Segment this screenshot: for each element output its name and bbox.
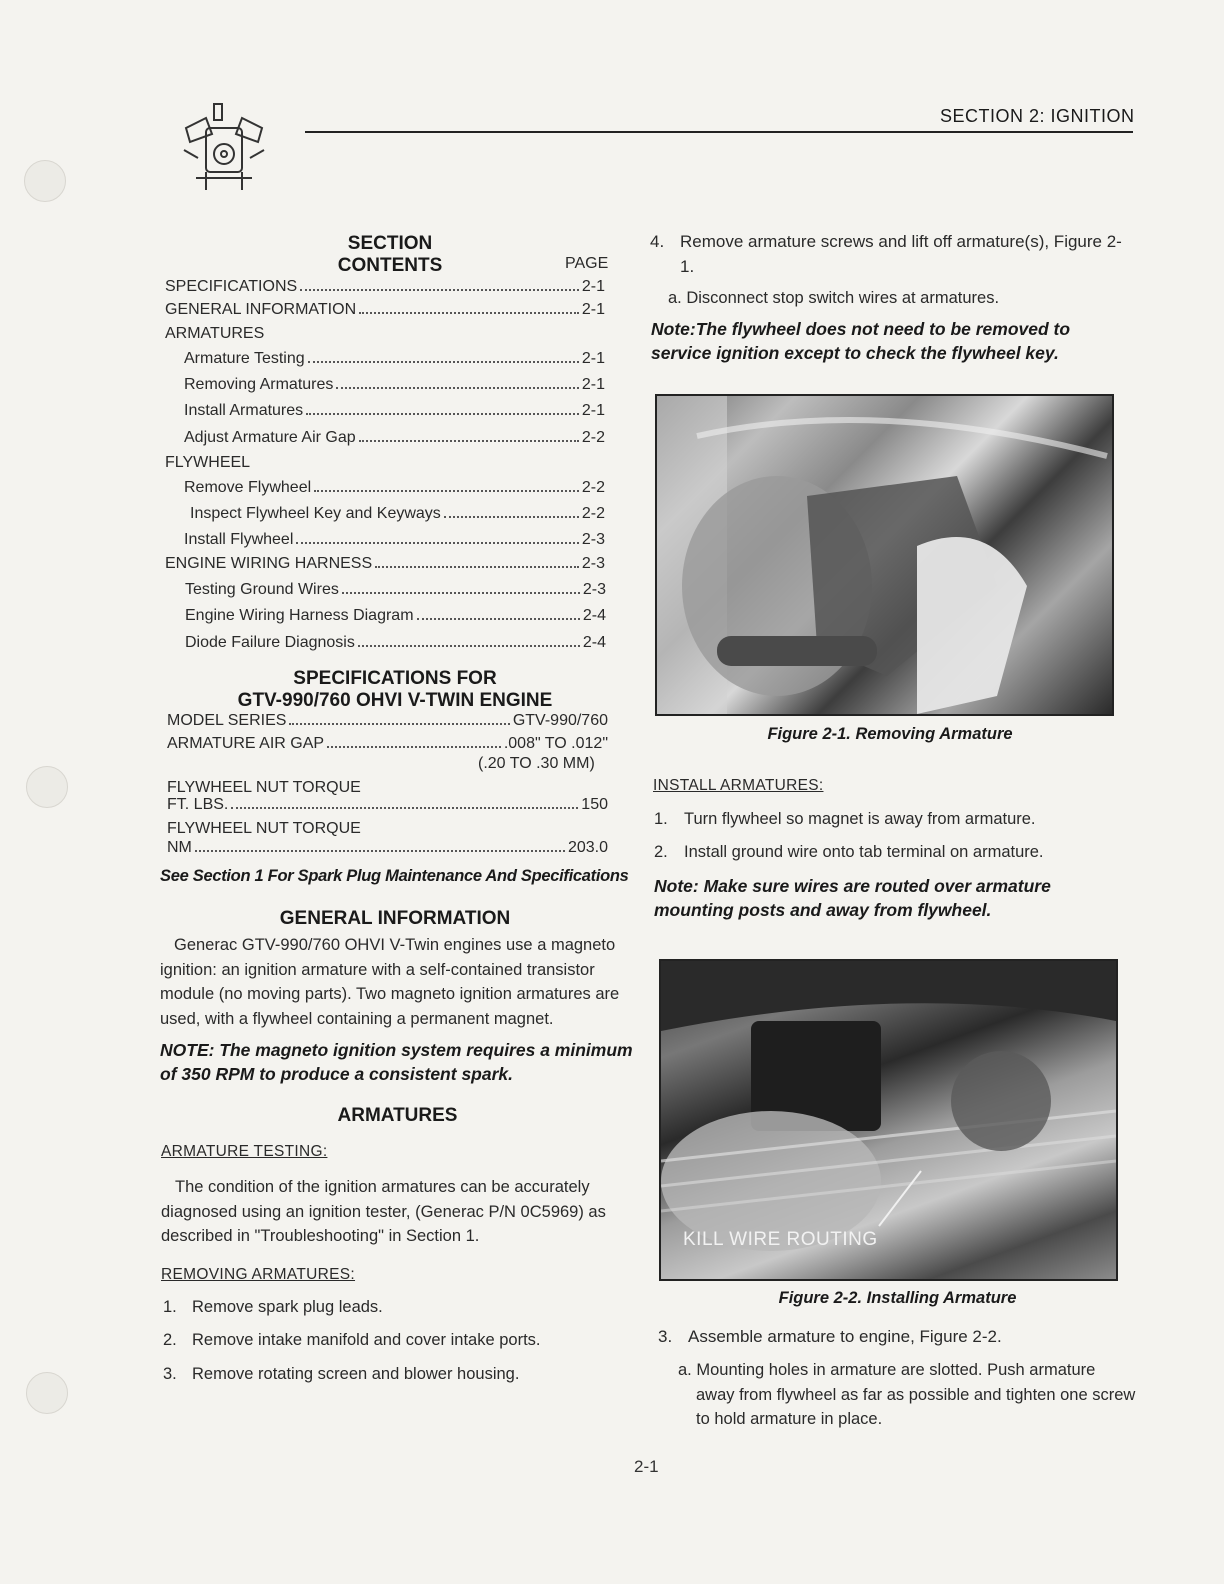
spec-nut-torque-label-2: FLYWHEEL NUT TORQUE	[167, 820, 361, 837]
toc-item[interactable]: Install Flywheel 2-3	[184, 531, 605, 548]
toc-item[interactable]: Armature Testing 2-1	[184, 350, 605, 367]
armature-testing-paragraph: The condition of the ignition armatures can be accurately diagnosed using an ignition tester, (Generac P/N 0C5969) as described in "Troubleshooting" in Section 1.	[161, 1178, 606, 1245]
general-info-title: GENERAL INFORMATION	[279, 908, 511, 929]
toc-group-heading: FLYWHEEL	[165, 454, 251, 471]
toc-item[interactable]: Removing Armatures 2-1	[184, 376, 605, 393]
removing-step-text: Remove rotating screen and blower housing.	[192, 1365, 520, 1383]
step4-number: 4.	[650, 232, 665, 251]
header-rule	[305, 131, 1133, 133]
spec-nut-torque-label: FLYWHEEL NUT TORQUE	[167, 779, 361, 796]
removing-step-number: 3.	[163, 1365, 177, 1383]
figure-2-1-photo	[655, 394, 1114, 716]
flywheel-note: Note:The flywheel does not need to be removed to service ignition except to check the flywheel key.	[651, 319, 1071, 363]
magneto-note: NOTE: The magneto ignition system requires a minimum of 350 RPM to produce a consistent spark.	[160, 1040, 633, 1084]
wire-routing-note: Note: Make sure wires are routed over armature mounting posts and away from flywheel.	[654, 876, 1051, 920]
kill-wire-routing-label: KILL WIRE ROUTING	[683, 1229, 878, 1250]
removing-step-number: 2.	[163, 1331, 177, 1349]
toc-group-heading: ARMATURES	[165, 325, 265, 342]
specs-title-line2: GTV-990/760 OHVI V-TWIN ENGINE	[237, 690, 553, 711]
step3-number: 3.	[658, 1327, 673, 1346]
removing-armatures-heading: REMOVING ARMATURES:	[161, 1266, 356, 1283]
install-step-number: 1.	[654, 810, 668, 828]
step3-text: Assemble armature to engine, Figure 2-2.	[688, 1327, 1002, 1346]
toc-item[interactable]: Engine Wiring Harness Diagram 2-4	[185, 607, 606, 624]
toc-item[interactable]: Adjust Armature Air Gap 2-2	[184, 429, 605, 446]
toc-item[interactable]: GENERAL INFORMATION 2-1	[165, 301, 605, 318]
section-title: SECTION 2: IGNITION	[940, 106, 1135, 126]
install-step-text: Install ground wire onto tab terminal on armature.	[684, 843, 1044, 861]
toc-item[interactable]: ENGINE WIRING HARNESS 2-3	[165, 555, 605, 572]
binder-hole-middle	[26, 766, 68, 808]
page-number: 2-1	[634, 1457, 659, 1476]
armature-testing-heading: ARMATURE TESTING:	[161, 1143, 328, 1160]
toc-item[interactable]: SPECIFICATIONS 2-1	[165, 278, 605, 295]
figure-2-1-caption: Figure 2-1. Removing Armature	[767, 725, 1013, 743]
spec-model-series: MODEL SERIES GTV-990/760	[167, 712, 608, 729]
binder-hole-bottom	[26, 1372, 68, 1414]
removing-step-number: 1.	[163, 1298, 177, 1316]
step4a-text: a. Disconnect stop switch wires at armatures.	[668, 289, 1000, 307]
toc-item[interactable]: Inspect Flywheel Key and Keyways 2-2	[190, 505, 605, 522]
removing-step-text: Remove spark plug leads.	[192, 1298, 383, 1316]
toc-item[interactable]: Testing Ground Wires 2-3	[185, 581, 606, 598]
engine-illustration-icon	[176, 98, 272, 198]
install-step-text: Turn flywheel so magnet is away from armature.	[684, 810, 1036, 828]
removing-armature-photo-icon	[657, 396, 1112, 714]
toc-page-header: PAGE	[565, 255, 609, 272]
spec-air-gap: ARMATURE AIR GAP .008" TO .012"	[167, 735, 608, 752]
spec-air-gap-metric: (.20 TO .30 MM)	[478, 755, 595, 772]
step3a-text: a. Mounting holes in armature are slotted. Push armature away from flywheel as far as possible and tighten one screw to hold armature in place.	[678, 1361, 1136, 1428]
step4-text: Remove armature screws and lift off armature(s), Figure 2-1.	[680, 232, 1122, 276]
general-info-paragraph: Generac GTV-990/760 OHVI V-Twin engines use a magneto ignition: an ignition armature with a self-contained transistor module (no moving parts). Two magneto ignition armatures are used, with a flywheel containing a permanent magnet.	[160, 936, 620, 1028]
install-armatures-heading: INSTALL ARMATURES:	[653, 777, 824, 794]
specs-title-line1: SPECIFICATIONS FOR	[293, 668, 497, 689]
spec-nm: NM 203.0	[167, 839, 608, 856]
toc-item[interactable]: Install Armatures 2-1	[184, 402, 605, 419]
toc-title: SECTION CONTENTS	[337, 233, 443, 276]
figure-2-2-caption: Figure 2-2. Installing Armature	[778, 1289, 1017, 1307]
spec-ftlbs: FT. LBS. 150	[167, 796, 608, 813]
removing-step-text: Remove intake manifold and cover intake ports.	[192, 1331, 541, 1349]
toc-item[interactable]: Diode Failure Diagnosis 2-4	[185, 634, 606, 651]
armatures-title: ARMATURES	[337, 1105, 458, 1126]
toc-item[interactable]: Remove Flywheel 2-2	[184, 479, 605, 496]
install-step-number: 2.	[654, 843, 668, 861]
see-section-note: See Section 1 For Spark Plug Maintenance And Specifications	[160, 867, 629, 885]
binder-hole-top	[24, 160, 66, 202]
